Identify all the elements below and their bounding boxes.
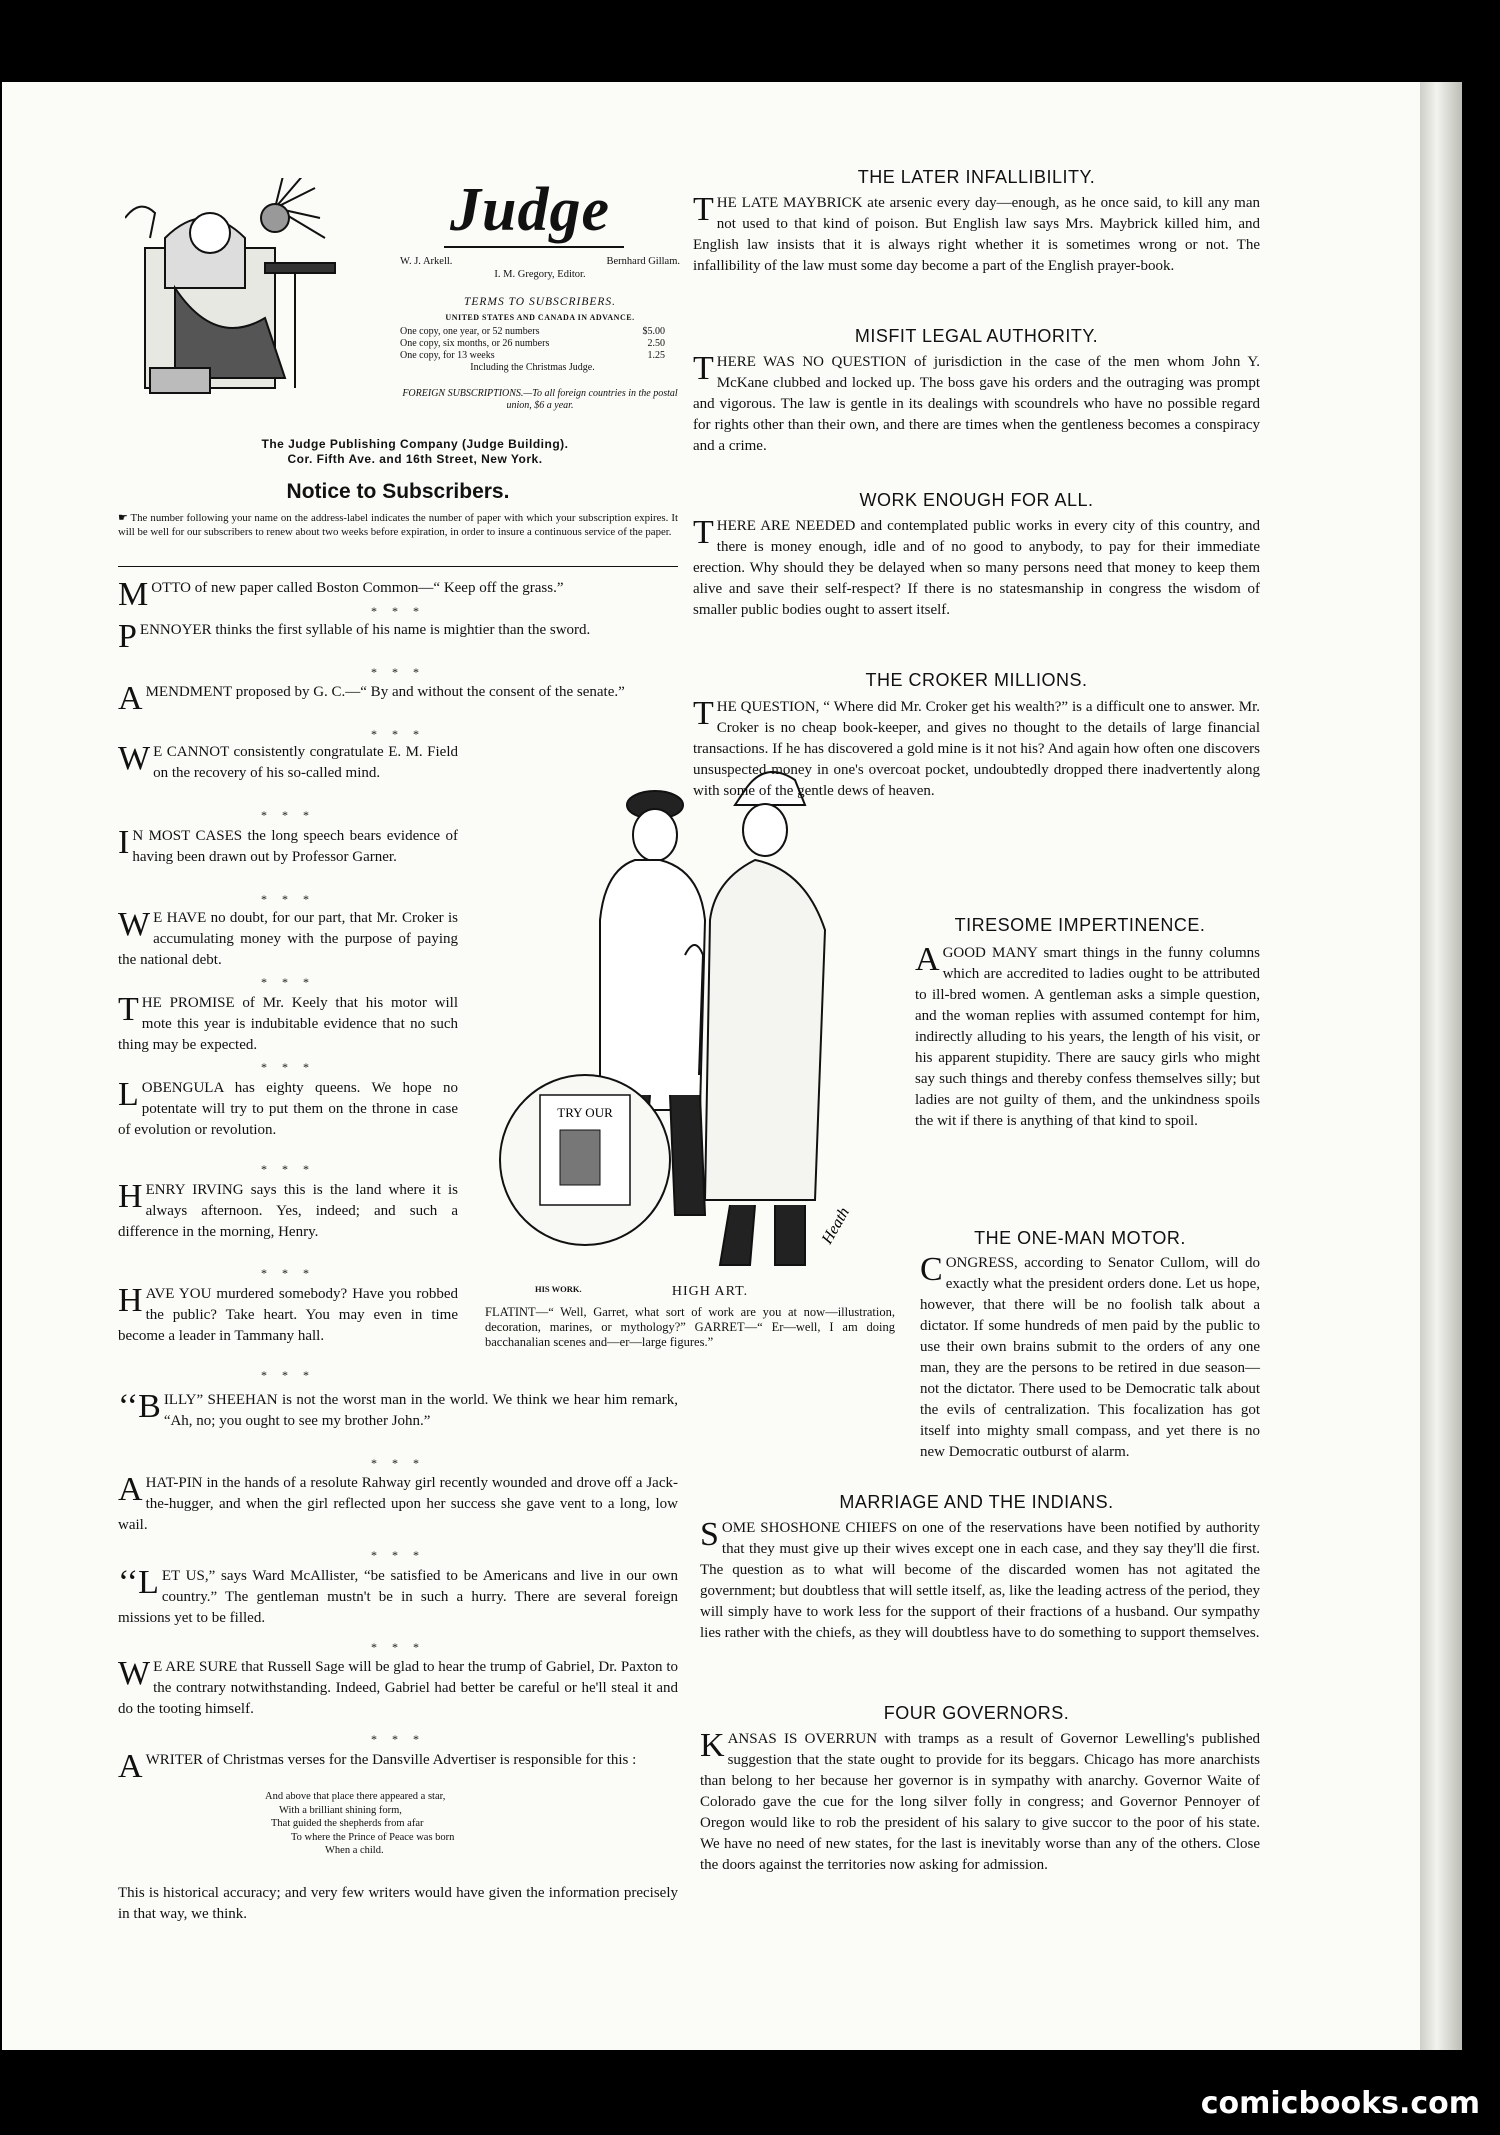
paragraph: HAVE YOU murdered somebody? Have you robbed the public? Take heart. You may even in time become a leader in Tammany hall. xyxy=(118,1282,458,1344)
section-body: THERE ARE NEEDED and contemplated public works in every city of this country, and there is money enough, idle and of no good to anybody, to pay for their immediate erection. Why should they be delayed when so many persons need that money to keep them alive and save their self-respect? If there is no statesmanship in congress the wisdom of smaller public bodies ought to assert itself. xyxy=(693,514,1260,618)
section-heading: THE ONE-MAN MOTOR. xyxy=(974,1228,1186,1248)
rate-row: One copy, for 13 weeks 1.25 xyxy=(400,350,665,361)
paragraph: AWRITER of Christmas verses for the Dansville Advertiser is responsible for this : xyxy=(118,1748,637,1785)
terms-subtitle: UNITED STATES AND CANADA IN ADVANCE. xyxy=(445,313,635,322)
separator-stars: * * * xyxy=(261,1060,315,1074)
poem-line: When a child. xyxy=(325,1845,384,1856)
inset-label: TRY OUR xyxy=(557,1105,613,1120)
paragraph: I N MOST CASES the long speech bears evidence of having been drawn out by Professor Garner. xyxy=(118,824,458,865)
section-heading: WORK ENOUGH FOR ALL. xyxy=(859,490,1094,510)
separator-stars: * * * xyxy=(261,975,315,989)
publisher-name: The Judge Publishing Company (Judge Building). xyxy=(261,437,569,451)
section-body: THERE WAS NO QUESTION of jurisdiction in the case of the men whom John Y. McKane clubbed and locked up. The boss gave his orders and the outraging was prompt and vigorous. The law is gentle in its dealings with scoundrels who have no possible regard for rights other than their own, and there are times when the gentleness becomes a conspiracy and a crime. xyxy=(693,350,1260,454)
logo-underline xyxy=(444,246,624,248)
poem xyxy=(265,1790,565,1858)
section-body: CONGRESS, according to Senator Cullom, will do exactly what the president orders done. Let us hope, however, that there will be no foolish talk about a dictator. If some hundreds of men paid by the public to use their own brains submit to the orders of any one man, they are the persons to be retired in due season—not the dictator. There used to be Democratic talk about the evils of centralization. This focalization has got itself into mighty small compass, and yet there is no new Democratic outburst of alarm. xyxy=(920,1251,1260,1460)
paragraph: W E ARE SURE that Russell Sage will be glad to hear the trump of Gabriel, Dr. Paxton to the contrary notwithstanding. Indeed, Gabriel had better be careful or he'll steal it and do the tooting himself. xyxy=(118,1655,678,1717)
section-heading: THE CROKER MILLIONS. xyxy=(865,670,1088,690)
separator-stars: * * * xyxy=(261,1162,315,1176)
section-heading: MARRIAGE AND THE INDIANS. xyxy=(839,1492,1114,1512)
poem-line: With a brilliant shining form, xyxy=(279,1804,402,1816)
notice-divider xyxy=(118,566,678,567)
poem-line: To where the Prince of Peace was born xyxy=(291,1831,455,1843)
paragraph: LOBENGULA has eighty queens. We hope no potentate will try to put them on the throne in case of evolution or revolution. xyxy=(118,1076,458,1138)
section-body: THE LATE MAYBRICK ate arsenic every day—enough, as he once said, to kill any man not used to that kind of poison. But English law says Mrs. Maybrick killed him, and English law insists that it is always right whether it is sometimes wrong or not. The infallibility of the law must some day become a part of the English prayer-book. xyxy=(693,191,1260,274)
paragraph: MOTTO of new paper called Boston Common—“ Keep off the grass.” xyxy=(118,576,564,613)
section-body: THE QUESTION, “ Where did Mr. Croker get his wealth?” is a difficult one to answer. Mr. Croker is no cheap book-keeper, and gives no thought to the details of large financial transactions. If he has discovered a gold mine is it not his? And again how often one discovers unsuspected money in one's overcoat pocket, undoubtedly dropped there inadvertently along with some of the gentle dews of heaven. xyxy=(693,695,1260,799)
separator-stars: * * * xyxy=(371,1732,425,1746)
paragraph: ‘‘B ILLY” SHEEHAN is not the worst man in the world. We think we hear him remark, “Ah, no; you ought to see my brother John.” xyxy=(118,1388,678,1429)
poem-line: And above that place there appeared a star, xyxy=(265,1791,446,1802)
publisher-address: Cor. Fifth Ave. and 16th Street, New York. xyxy=(287,452,543,466)
poem-line: That guided the shepherds from afar xyxy=(271,1818,424,1829)
section-body: SOME SHOSHONE CHIEFS on one of the reservations have been notified by authority that they must give up their wives except one in each case, and they say they'll die first. The question as to what will become of the discarded women has not agitated the government; but doubtless that will settle itself, as, like the leading actress of the period, they will simply have to work less for the support of their fractions of a husband. Our sympathy lies rather with the chiefs, as they will doubtless have to do something to support themselves. xyxy=(700,1516,1260,1641)
inset-caption: HIS WORK. xyxy=(535,1284,582,1294)
paragraph: W E CANNOT consistently congratulate E. M. Field on the recovery of his so-called mind. xyxy=(118,740,458,781)
separator-stars: * * * xyxy=(371,1640,425,1654)
rate-row: One copy, one year, or 52 numbers $5.00 xyxy=(400,326,665,337)
foreign-subscriptions: FOREIGN SUBSCRIPTIONS.—To all foreign countries in the postal union, $6 a year. xyxy=(402,388,678,411)
masthead-logo: Judge xyxy=(450,176,610,244)
page-binding-edge xyxy=(1420,82,1462,2050)
section-heading: TIRESOME IMPERTINENCE. xyxy=(954,915,1206,935)
separator-stars: * * * xyxy=(261,808,315,822)
section-body: AGOOD MANY smart things in the funny columns which are accredited to ladies ought to be attributed to ill-bred women. A gentleman asks a simple question, and the woman replies with assumed contempt for him, indirectly alluding to his years, the length of his visit, or his apparent stupidity. There are saucy girls who might say such things and thereby confess themselves silly; but ladies are not guilty of them, and the unkindness spoils the wit if there is anything of that kind to spoil. xyxy=(915,941,1260,1129)
publisher-block xyxy=(150,437,680,467)
staff-list xyxy=(400,255,680,281)
cartoon-dialogue: FLATINT—“ Well, Garret, what sort of work are you at now—illustration, decoration, marines, or mythology?” GARRET—“ Er—well, I am doing bacchanalian scenes and—er—large figures.” xyxy=(485,1305,895,1349)
paragraph: AHAT-PIN in the hands of a resolute Rahway girl recently wounded and drove off a Jack-the-hugger, and when the girl reflected upon her success she gave vent to a long, low wail. xyxy=(118,1471,678,1533)
notice-title: Notice to Subscribers. xyxy=(286,480,510,503)
subscription-rates xyxy=(400,326,665,374)
staff-right: Bernhard Gillam. xyxy=(606,256,680,267)
rates-note: Including the Christmas Judge. xyxy=(470,362,595,373)
cartoon-title: HIGH ART. xyxy=(671,1284,749,1299)
separator-stars: * * * xyxy=(371,727,425,741)
separator-stars: * * * xyxy=(371,1548,425,1562)
separator-stars: * * * xyxy=(261,1368,315,1382)
cartoon-illustration xyxy=(485,765,900,1280)
staff-left: W. J. Arkell. xyxy=(400,256,453,267)
paragraph: W E HAVE no doubt, for our part, that Mr. Croker is accumulating money with the purpose of paying the national debt. xyxy=(118,906,458,968)
closing-paragraph: This is historical accuracy; and very few writers would have given the information precisely in that way, we think. xyxy=(118,1885,678,1922)
paragraph: PENNOYER thinks the first syllable of his name is mightier than the sword. xyxy=(118,618,591,655)
separator-stars: * * * xyxy=(371,1456,425,1470)
paragraph: AMENDMENT proposed by G. C.—“ By and without the consent of the senate.” xyxy=(118,680,625,717)
separator-stars: * * * xyxy=(261,892,315,906)
separator-stars: * * * xyxy=(371,665,425,679)
separator-stars: * * * xyxy=(261,1266,315,1280)
paragraph: ‘‘L ET US,” says Ward McAllister, “be satisfied to be Americans and live in our own country.” The gentleman mustn't be in such a hurry. There are several foreign missions yet to be filled. xyxy=(118,1564,678,1626)
section-heading: THE LATER INFALLIBILITY. xyxy=(857,167,1096,187)
cartoon-inset xyxy=(500,1075,670,1245)
staff-editor: I. M. Gregory, Editor. xyxy=(494,269,586,280)
rate-row: One copy, six months, or 26 numbers 2.50 xyxy=(400,338,665,349)
watermark: comicbooks.com xyxy=(1200,2086,1480,2121)
separator-stars: * * * xyxy=(371,604,425,618)
paragraph: HENRY IRVING says this is the land where it is always afternoon. Yes, indeed; and such a difference in the morning, Henry. xyxy=(118,1178,458,1240)
section-body: KANSAS IS OVERRUN with tramps as a result of Governor Lewelling's published suggestion that the state ought to provide for its beggars. Chicago has more anarchists than belong to her because her governor is in sympathy with anarchy. Governor Waite of Colorado gave the cue for the long silver folly in congress; and Governor Pennoyer of Oregon would like to rob the president of his salary to give succor to the poor of his state. We have no need of new states, for the last is inevitably worse than any of the others. Close the doors against the territories now asking for admission. xyxy=(700,1727,1260,1873)
artist-signature: Heath xyxy=(818,1204,854,1247)
notice-body: ☛ The number following your name on the address-label indicates the number of paper with which your subscription expires. It will be well for our subscribers to renew about two weeks before expiration, in order to insure a continuous service of the paper. xyxy=(118,512,678,538)
section-heading: FOUR GOVERNORS. xyxy=(883,1703,1070,1723)
section-heading: MISFIT LEGAL AUTHORITY. xyxy=(854,326,1099,346)
terms-title: TERMS TO SUBSCRIBERS. xyxy=(463,296,617,308)
masthead-illustration xyxy=(125,178,345,408)
paragraph: THE PROMISE of Mr. Keely that his motor will mote this year is indubitable evidence that no such thing may be expected. xyxy=(118,991,458,1053)
